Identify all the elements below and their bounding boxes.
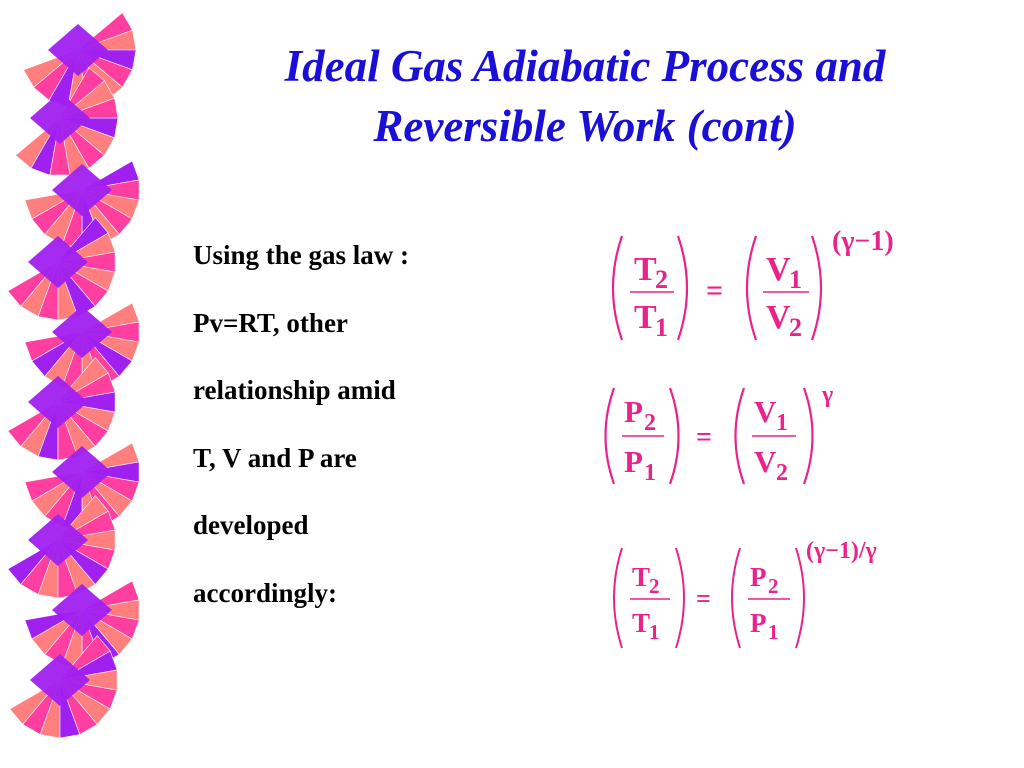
title-line-1: Ideal Gas Adiabatic Process and — [284, 41, 886, 91]
lhs-denominator-subscript: 1 — [649, 620, 660, 644]
rhs-numerator-subscript: 1 — [776, 410, 788, 436]
paren-close — [670, 388, 679, 484]
equation-1-svg — [600, 222, 930, 352]
paren-open — [736, 388, 745, 484]
lhs-denominator: T — [632, 608, 651, 638]
equation-3-svg — [600, 530, 920, 650]
body-line-4: T, V and P are — [193, 442, 357, 473]
rhs-denominator-subscript: 2 — [789, 313, 802, 342]
rhs-numerator-subscript: 2 — [768, 574, 779, 598]
title-line-2: Reversible Work (cont) — [373, 101, 797, 151]
rhs-denominator-subscript: 1 — [768, 620, 779, 644]
paren-close — [804, 388, 813, 484]
lhs-numerator: P — [624, 394, 643, 429]
equation-temperature-pressure — [600, 530, 920, 655]
paren-close — [678, 236, 687, 340]
paren-open — [606, 388, 615, 484]
rhs-denominator: P — [750, 608, 767, 638]
body-line-5: developed — [193, 510, 309, 540]
paren-close — [676, 548, 684, 648]
equals-sign: = — [696, 584, 711, 613]
rhs-numerator: V — [754, 394, 777, 429]
equation-2-svg — [592, 380, 892, 500]
rhs-denominator: V — [754, 444, 777, 479]
rhs-numerator-subscript: 1 — [789, 265, 802, 294]
paren-open — [732, 548, 740, 648]
equals-sign: = — [706, 274, 724, 307]
paren-close — [796, 548, 804, 648]
body-text — [193, 222, 543, 627]
paren-open — [747, 236, 756, 340]
exponent: (γ−1) — [832, 226, 894, 257]
equation-temperature-volume — [600, 222, 930, 357]
paren-open — [613, 236, 622, 340]
rhs-denominator: V — [766, 299, 791, 336]
slide-title — [170, 36, 1000, 156]
lhs-numerator-subscript: 2 — [649, 574, 660, 598]
lhs-numerator: T — [632, 562, 651, 592]
lhs-denominator: T — [634, 299, 657, 336]
body-line-2: Pv=RT, other — [193, 307, 348, 338]
lhs-numerator-subscript: 2 — [655, 265, 668, 294]
rhs-numerator: P — [750, 562, 767, 592]
lhs-denominator: P — [624, 444, 643, 479]
body-line-6: accordingly: — [193, 577, 337, 608]
lhs-denominator-subscript: 1 — [644, 460, 656, 486]
exponent: γ — [822, 382, 834, 408]
lhs-numerator: T — [634, 251, 657, 288]
lhs-numerator-subscript: 2 — [644, 410, 656, 436]
lhs-denominator-subscript: 1 — [655, 313, 668, 342]
body-line-1: Using the gas law : — [193, 240, 410, 270]
decorative-fan-border — [0, 0, 140, 768]
rhs-numerator: V — [766, 251, 791, 288]
paren-open — [614, 548, 622, 648]
equation-pressure-volume — [592, 380, 892, 505]
exponent: (γ−1)/γ — [806, 538, 877, 564]
paren-close — [812, 236, 821, 340]
body-line-3: relationship amid — [193, 375, 396, 405]
rhs-denominator-subscript: 2 — [776, 460, 788, 486]
equals-sign: = — [696, 422, 712, 453]
